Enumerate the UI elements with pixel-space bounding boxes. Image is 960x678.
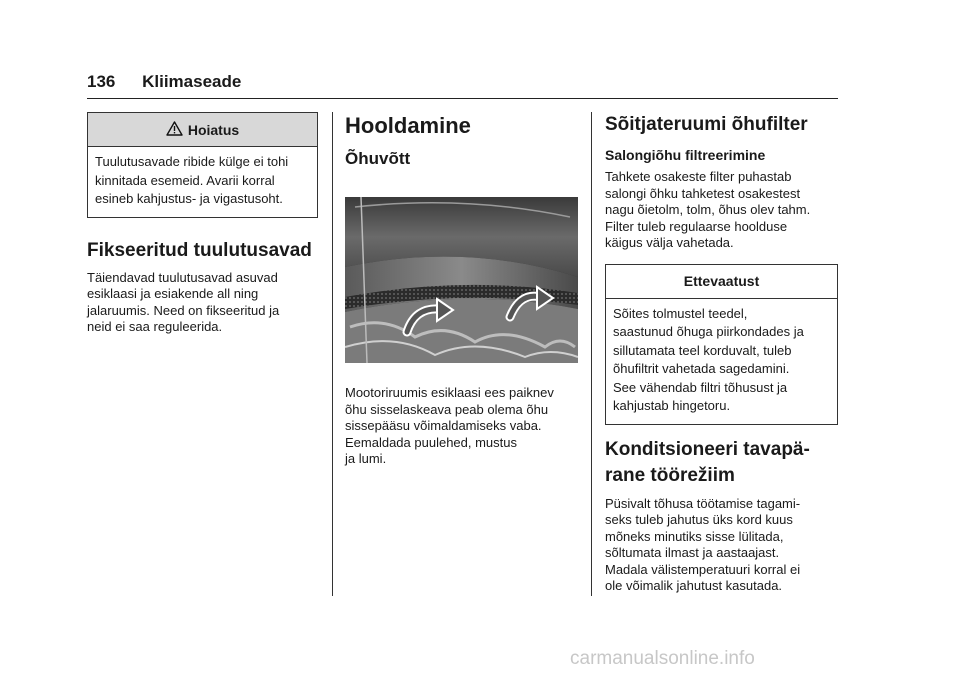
paragraph-ac-operation: Püsivalt tõhusa töötamise tagami- seks tuleb jahutus üks kord kuus mõneks minutiks sisse lülitada, sõltumata ilmast ja aastaajast. Madala välistemperatuuri korral ei ole võimalik jahutust kasutada. bbox=[605, 495, 801, 593]
header-divider bbox=[87, 98, 838, 99]
caution-box bbox=[605, 264, 838, 425]
section-title-cabin-filter: Sõitjateruumi õhufilter bbox=[605, 114, 808, 135]
column-left bbox=[87, 112, 318, 336]
column-divider bbox=[332, 112, 333, 596]
warning-text: Tuulutusavade ribide külge ei tohi kinnitada esemeid. Avarii korral esineb kahjustus- ja vigastusoht. bbox=[95, 154, 289, 206]
subsection-title-air-intake: Õhuvõtt bbox=[345, 149, 411, 168]
caution-text: Sõites tolmustel teedel, saastunud õhuga piirkondades ja sillutamata teel korduvalt, tuleb õhufiltrit vahetada sagedamini. See vähendab filtri tõhusust ja kahjustab hingetoru. bbox=[613, 305, 804, 413]
paragraph-fixed-vents: Täiendavad tuulutusavad asuvad esiklaasi ja esiakende all ning jalaruumis. Need on fikseeritud ja neid ei saa reguleerida. bbox=[87, 269, 280, 334]
warning-title: Hoiatus bbox=[187, 121, 240, 138]
chapter-title: Kliimaseade bbox=[142, 72, 242, 91]
paragraph-filtration: Tahkete osakeste filter puhastab salongi õhku tahketest osakestest nagu õietolm, tolm, õhus olev tahm. Filter tuleb regulaarse hoolduse käigus välja vahetada. bbox=[605, 169, 811, 250]
engine-air-inlet-photo bbox=[345, 197, 578, 363]
warning-triangle-icon bbox=[166, 121, 183, 139]
section-title-fixed-vents: Fikseeritud tuulutusavad bbox=[87, 239, 312, 261]
section-title-maintenance: Hooldamine bbox=[345, 113, 471, 138]
page-number: 136 bbox=[87, 72, 116, 91]
paragraph-air-intake: Mootoriruumis esiklaasi ees paiknev õhu sisselaskeava peab olema õhu sissepääsu võimaldamiseks vaba. Eemaldada puulehed, mustus ja lumi. bbox=[345, 385, 554, 466]
subsection-title-filtration: Salongiõhu filtreerimine bbox=[605, 147, 766, 163]
page-header bbox=[87, 72, 241, 92]
warning-header bbox=[88, 113, 317, 147]
column-divider bbox=[591, 112, 592, 596]
watermark: carmanualsonline.info bbox=[570, 648, 755, 669]
section-title-ac-operation: Konditsioneeri tavapä- rane töörežiim bbox=[605, 438, 810, 486]
column-right bbox=[605, 112, 838, 595]
column-middle bbox=[345, 112, 578, 468]
warning-box bbox=[87, 112, 318, 218]
caution-title: Ettevaatust bbox=[606, 265, 837, 299]
